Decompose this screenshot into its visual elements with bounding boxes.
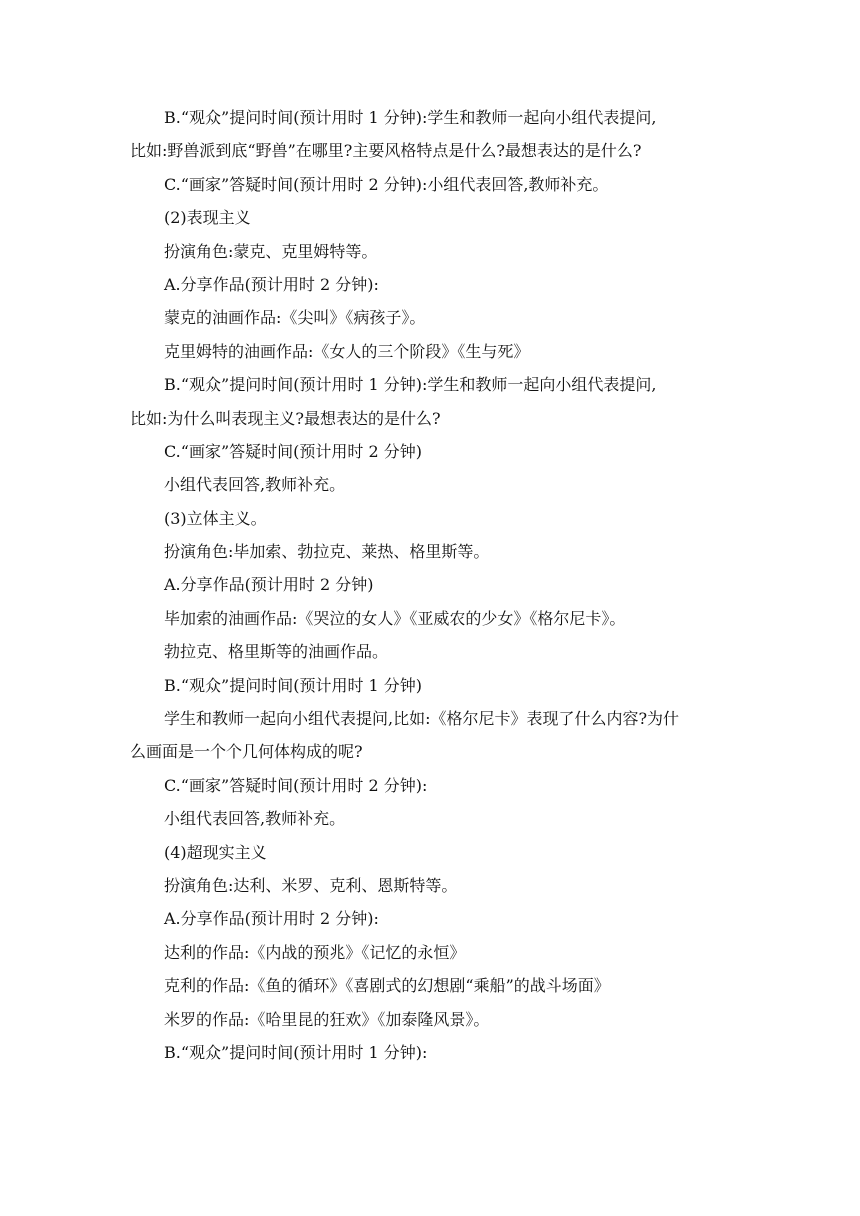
- text-line: 比如:为什么叫表现主义?最想表达的是什么?: [130, 408, 441, 428]
- text-line: A.分享作品(预计用时 2 分钟):: [164, 909, 379, 929]
- text-line: B.“观众”提问时间(预计用时 1 分钟): [164, 675, 423, 695]
- text-line: 比如:野兽派到底“野兽”在哪里?主要风格特点是什么?最想表达的是什么?: [130, 141, 642, 161]
- text-line: (4)超现实主义: [164, 842, 267, 862]
- text-line: 米罗的作品:《哈里昆的狂欢》《加泰隆风景》。: [164, 1009, 490, 1029]
- text-line: C.“画家”答疑时间(预计用时 2 分钟): [164, 441, 422, 461]
- text-line: 扮演角色:毕加索、勃拉克、莱热、格里斯等。: [164, 542, 490, 562]
- text-line: C.“画家”答疑时间(预计用时 2 分钟):: [164, 775, 428, 795]
- text-line: (2)表现主义: [164, 208, 251, 228]
- text-line: B.“观众”提问时间(预计用时 1 分钟):学生和教师一起向小组代表提问,: [164, 375, 657, 395]
- text-line: 达利的作品:《内战的预兆》《记忆的永恒》: [164, 942, 466, 962]
- text-line: 克里姆特的油画作品:《女人的三个阶段》《生与死》: [164, 341, 530, 361]
- text-line: 毕加索的油画作品:《哭泣的女人》《亚威农的少女》《格尔尼卡》。: [164, 608, 626, 628]
- text-line: (3)立体主义。: [164, 508, 267, 528]
- document-body: [130, 101, 730, 1069]
- text-line: 小组代表回答,教师补充。: [164, 809, 346, 829]
- text-line: C.“画家”答疑时间(预计用时 2 分钟):小组代表回答,教师补充。: [164, 174, 609, 194]
- text-line: 学生和教师一起向小组代表提问,比如:《格尔尼卡》表现了什么内容?为什: [164, 709, 680, 729]
- text-line: 克利的作品:《鱼的循环》《喜剧式的幻想剧“乘船”的战斗场面》: [164, 976, 610, 996]
- text-line: 蒙克的油画作品:《尖叫》《病孩子》。: [164, 308, 426, 328]
- text-line: A.分享作品(预计用时 2 分钟): [164, 575, 374, 595]
- text-line: 么画面是一个个几何体构成的呢?: [130, 742, 363, 762]
- text-line: A.分享作品(预计用时 2 分钟):: [164, 274, 379, 294]
- text-line: 扮演角色:达利、米罗、克利、恩斯特等。: [164, 875, 458, 895]
- text-line: B.“观众”提问时间(预计用时 1 分钟):: [164, 1042, 428, 1062]
- text-line: B.“观众”提问时间(预计用时 1 分钟):学生和教师一起向小组代表提问,: [164, 108, 657, 127]
- text-line: 勃拉克、格里斯等的油画作品。: [164, 642, 389, 662]
- text-line: 扮演角色:蒙克、克里姆特等。: [164, 241, 378, 261]
- text-line: 小组代表回答,教师补充。: [164, 475, 346, 495]
